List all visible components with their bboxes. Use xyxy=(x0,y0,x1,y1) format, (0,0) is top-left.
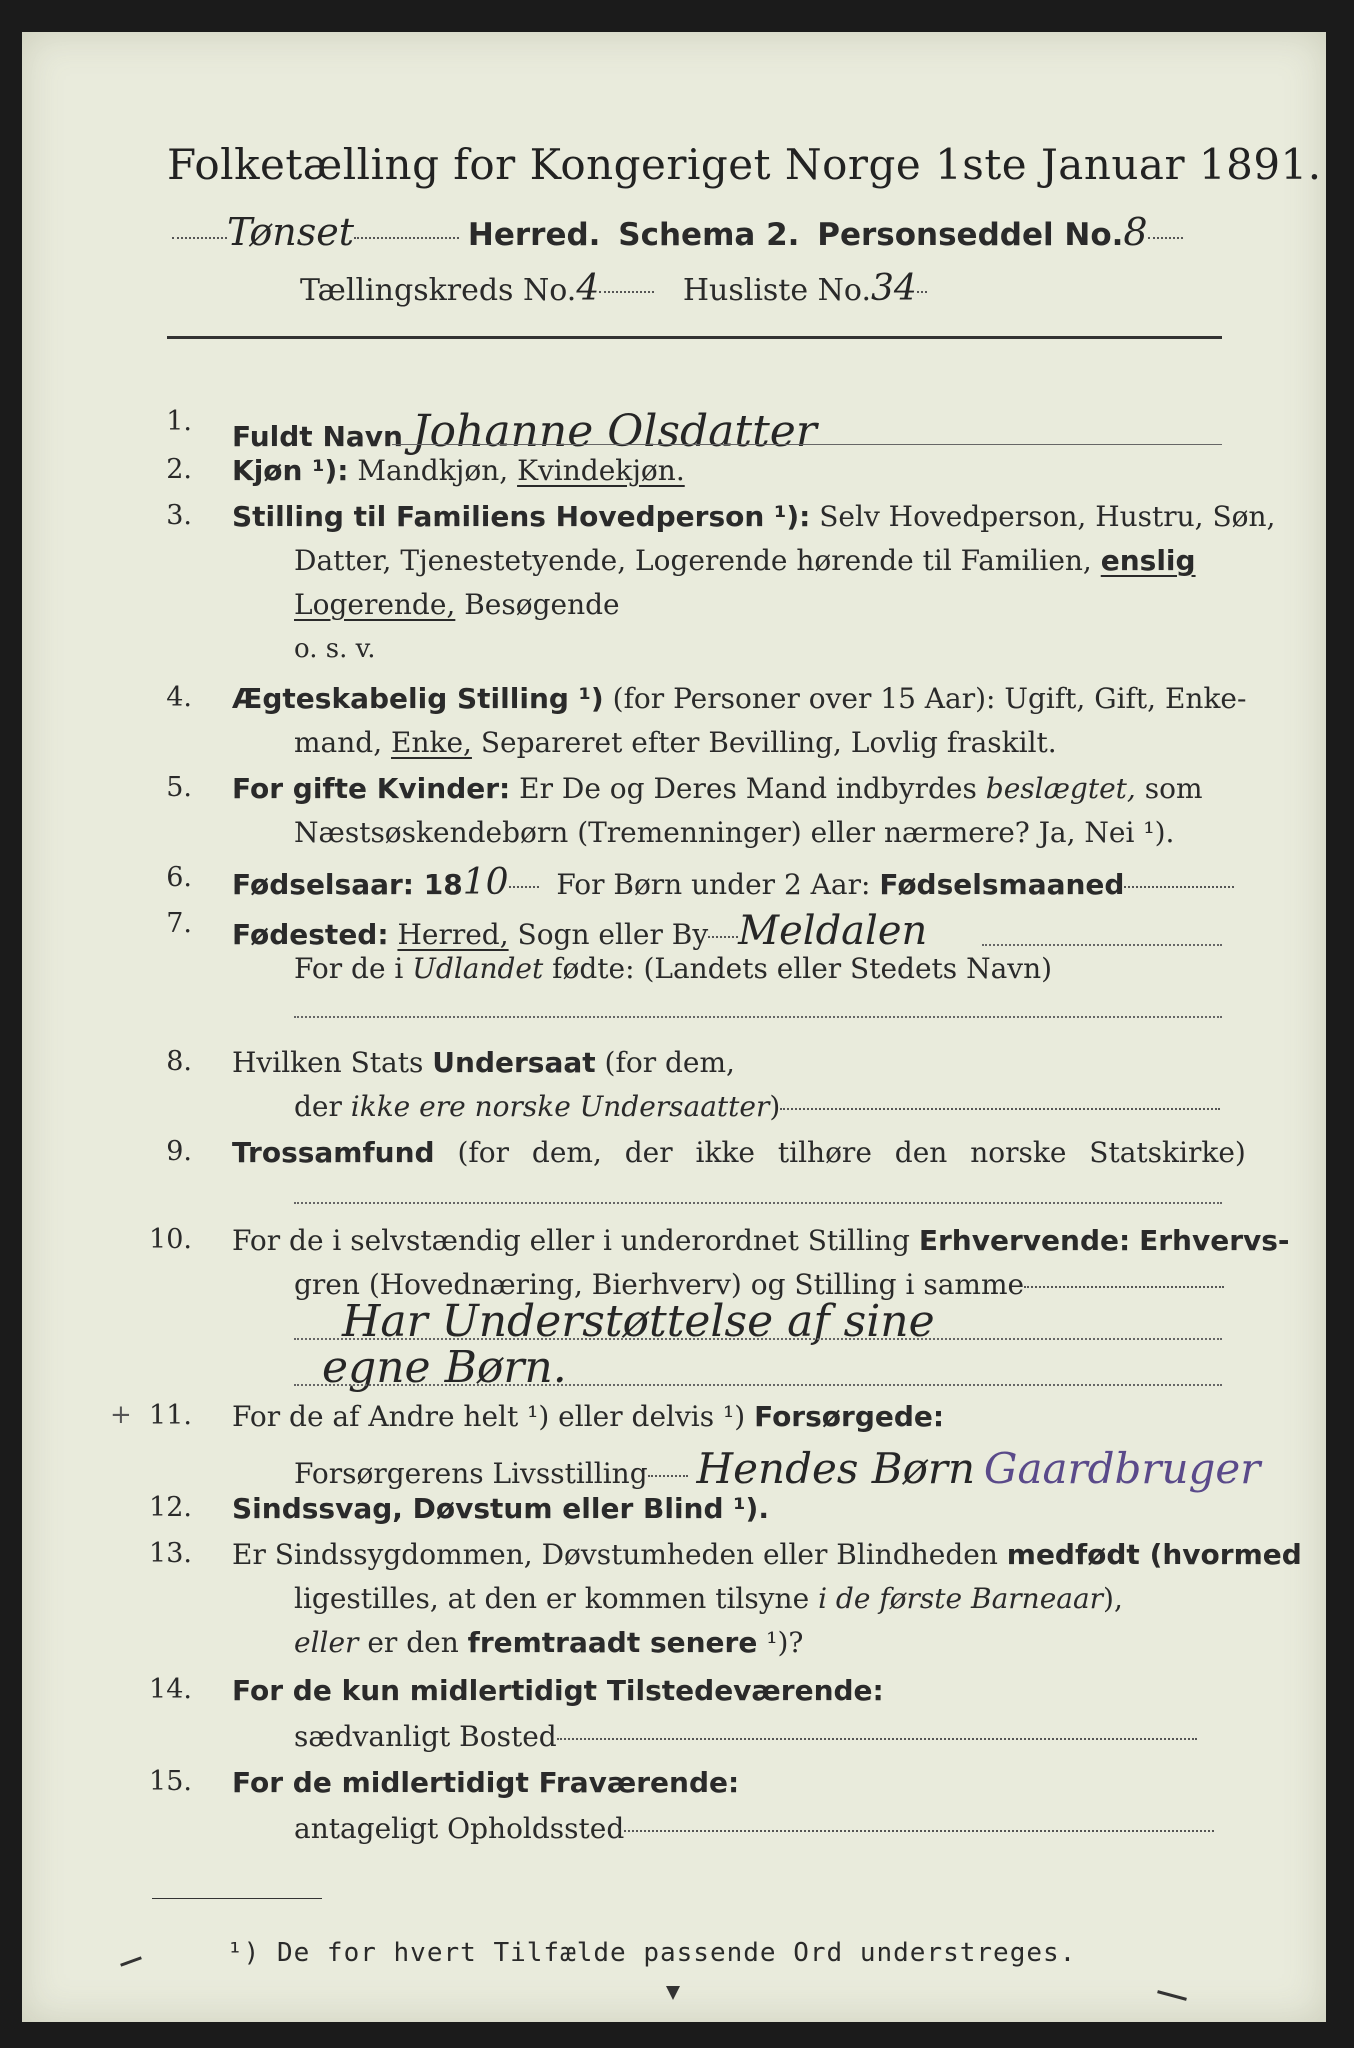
q6-year: 10 xyxy=(462,862,509,903)
q13-line3-italic: eller xyxy=(294,1626,359,1659)
q8-line1-a: Hvilken Stats xyxy=(232,1046,424,1079)
q13-line1-bold: medfødt (hvormed xyxy=(1006,1538,1302,1571)
q5-line1-end: som xyxy=(1144,772,1203,805)
q4-number: 4. xyxy=(166,682,192,713)
corner-mark-left xyxy=(120,1956,142,1966)
q15-line1: For de midlertidigt Fraværende: xyxy=(232,1766,740,1799)
schema-label: Schema 2. xyxy=(618,217,800,253)
q3-label: Stilling til Familiens Hovedperson ¹): xyxy=(232,500,811,533)
q11-answer: Hendes Børn xyxy=(696,1444,976,1493)
q2-line xyxy=(232,454,685,487)
q7-answer-line xyxy=(982,944,1222,946)
q7-line1 xyxy=(232,908,927,954)
form-title: Folketælling for Kongeriget Norge 1ste Januar 1891. xyxy=(167,140,1322,189)
q4-line2-c: Separeret efter Bevilling, Lovlig fraskilt. xyxy=(480,726,1057,759)
q15-line2-text: antageligt Opholdssted xyxy=(294,1812,625,1845)
q14-line2 xyxy=(294,1720,1197,1753)
q13-line2-italic: i de første Barneaar xyxy=(818,1582,1104,1615)
q13-line1-a: Er Sindssygdommen, Døvstumheden eller Blindheden xyxy=(232,1538,998,1571)
q10-answer-2: egne Børn. xyxy=(322,1342,567,1393)
q13-number: 13. xyxy=(149,1538,192,1569)
q3-line2 xyxy=(294,544,1196,577)
q8-line1-b: (for dem, xyxy=(604,1046,735,1079)
q1-answer-line xyxy=(392,444,1222,445)
q8-number: 8. xyxy=(166,1046,192,1077)
q6-number: 6. xyxy=(166,862,192,893)
q11-margin-mark: + xyxy=(110,1400,132,1430)
q3-line3-b: Besøgende xyxy=(464,588,620,621)
q4-line1-rest: (for Personer over 15 Aar): Ugift, Gift, Enke- xyxy=(612,682,1247,715)
q10-line1-a: For de i selvstændig eller i underordnet Stilling xyxy=(232,1224,910,1257)
q6-rest: For Børn under 2 Aar: xyxy=(556,868,871,901)
kreds-line xyxy=(300,268,927,309)
q14-line2-text: sædvanligt Bosted xyxy=(294,1720,557,1753)
q10-number: 10. xyxy=(149,1224,192,1255)
q14-number: 14. xyxy=(149,1674,192,1705)
q10-answer-line-2 xyxy=(294,1384,1222,1386)
q13-line2-b: ), xyxy=(1103,1582,1123,1615)
q9-number: 9. xyxy=(166,1136,192,1167)
q10-line1-bold: Erhvervende: xyxy=(918,1224,1131,1257)
q13-line3-b: ¹)? xyxy=(766,1626,804,1659)
q5-line1 xyxy=(232,772,1203,805)
q3-line2-end: enslig xyxy=(1100,544,1196,577)
herred-value: Tønset xyxy=(227,210,355,254)
q2-number: 2. xyxy=(166,454,192,485)
q8-line2-italic: ikke ere norske Undersaatter xyxy=(350,1090,770,1123)
q13-line1 xyxy=(232,1538,1302,1571)
q7-line2-italic: Udlandet xyxy=(412,952,544,985)
q7-line2 xyxy=(294,952,1052,985)
q8-line1-bold: Undersaat xyxy=(432,1046,596,1079)
q7-text-a: Herred, xyxy=(397,918,509,951)
q5-line2: Næstsøskendebørn (Tremenninger) eller nærmere? Ja, Nei ¹). xyxy=(294,816,1175,849)
q5-label: For gifte Kvinder: xyxy=(232,772,511,805)
q3-line1 xyxy=(232,500,1275,533)
q10-line1 xyxy=(232,1224,1290,1257)
q13-line2-a: ligestilles, at den er kommen tilsyne xyxy=(294,1582,810,1615)
q7-line2-a: For de i xyxy=(294,952,404,985)
q3-line3 xyxy=(294,588,620,621)
q7-label: Fødested: xyxy=(232,918,389,951)
q7-text-b: Sogn eller By xyxy=(517,918,709,951)
kreds-value: 4 xyxy=(576,268,600,309)
q4-line2-a: mand, xyxy=(294,726,383,759)
q11-line2-text: Forsørgerens Livsstilling xyxy=(294,1457,648,1490)
footnote-divider xyxy=(152,1898,322,1899)
census-form-sheet xyxy=(22,32,1326,2022)
q8-line2-b: ) xyxy=(769,1090,781,1123)
q3-line2-text: Datter, Tjenestetyende, Logerende hørende til Familien, xyxy=(294,544,1092,577)
kreds-label: Tællingskreds No. xyxy=(300,273,577,308)
q2-label: Kjøn ¹): xyxy=(232,454,349,487)
q10-answer-1: Har Understøttelse af sine xyxy=(342,1296,935,1347)
q6-bold-end: Fødselsmaaned xyxy=(879,868,1125,901)
q2-text-b: Kvindekjøn. xyxy=(517,454,685,487)
q7-line2-b: fødte: (Landets eller Stedets Navn) xyxy=(552,952,1053,985)
q3-line1-rest: Selv Hovedperson, Hustru, Søn, xyxy=(819,500,1276,533)
q7-answer: Meldalen xyxy=(738,908,928,954)
q12-label: Sindssvag, Døvstum eller Blind ¹). xyxy=(232,1492,769,1525)
header-divider xyxy=(167,336,1222,339)
corner-mark-right xyxy=(1157,1990,1187,2001)
q13-line2 xyxy=(294,1582,1123,1615)
q13-line3-a: er den xyxy=(367,1626,459,1659)
q5-line1-italic: beslægtet, xyxy=(985,772,1136,805)
q9-blank-line xyxy=(294,1202,1222,1204)
q11-number: 11. xyxy=(149,1400,192,1431)
q4-line2 xyxy=(294,726,1057,759)
q10-answer-line-1 xyxy=(294,1338,1222,1340)
q8-line2 xyxy=(294,1090,1220,1123)
q11-answer-2: Gaardbruger xyxy=(983,1444,1261,1493)
q1-answer: Johanne Olsdatter xyxy=(411,406,817,457)
personseddel-label: Personseddel No. xyxy=(817,217,1124,253)
q13-line3-bold: fremtraadt senere xyxy=(467,1626,758,1659)
q11-line1-text: For de af Andre helt ¹) eller delvis ¹) xyxy=(232,1400,746,1433)
q11-line1 xyxy=(232,1400,944,1433)
q4-label: Ægteskabelig Stilling ¹) xyxy=(232,682,604,715)
q4-line1 xyxy=(232,682,1246,715)
q13-line3 xyxy=(294,1626,803,1659)
footnote: ¹) De for hvert Tilfælde passende Ord understreges. xyxy=(227,1938,1077,1968)
q3-number: 3. xyxy=(166,500,192,531)
q10-line1-end: Erhvervs- xyxy=(1139,1224,1290,1257)
q3-line3-a: Logerende, xyxy=(294,588,456,621)
herred-label: Herred. xyxy=(467,217,601,253)
q9-line xyxy=(232,1136,1246,1169)
q5-number: 5. xyxy=(166,772,192,803)
q7-blank-line xyxy=(294,1016,1222,1018)
q3-line4: o. s. v. xyxy=(294,634,376,664)
q8-line1 xyxy=(232,1046,735,1079)
q12-number: 12. xyxy=(149,1492,192,1523)
q11-line2 xyxy=(294,1444,1260,1493)
q10-line2-text: gren (Hovednæring, Bierhverv) og Stilling i samme xyxy=(294,1268,1025,1301)
q2-text-a: Mandkjøn, xyxy=(357,454,509,487)
q11-line1-bold: Forsørgede: xyxy=(754,1400,945,1433)
q6-label: Fødselsaar: 18 xyxy=(232,868,463,901)
personseddel-value: 8 xyxy=(1123,210,1148,254)
q6-line xyxy=(232,862,1234,903)
q9-rest: (for dem, der ikke tilhøre den norske Statskirke) xyxy=(457,1136,1246,1169)
q1-line xyxy=(232,406,817,457)
herred-line xyxy=(172,210,1183,254)
q4-line2-b: Enke, xyxy=(391,726,472,759)
q7-number: 7. xyxy=(166,908,192,939)
q1-label: Fuldt Navn xyxy=(232,420,403,453)
q14-line1: For de kun midlertidigt Tilstedeværende: xyxy=(232,1674,884,1707)
q8-line2-a: der xyxy=(294,1090,342,1123)
q9-label: Trossamfund xyxy=(232,1136,435,1169)
husliste-value: 34 xyxy=(870,268,917,309)
husliste-label: Husliste No. xyxy=(682,273,871,308)
q5-line1-rest: Er De og Deres Mand indbyrdes xyxy=(519,772,977,805)
corner-mark-center xyxy=(666,1986,680,2000)
q15-line2 xyxy=(294,1812,1214,1845)
q1-number: 1. xyxy=(166,406,192,437)
q15-number: 15. xyxy=(149,1766,192,1797)
